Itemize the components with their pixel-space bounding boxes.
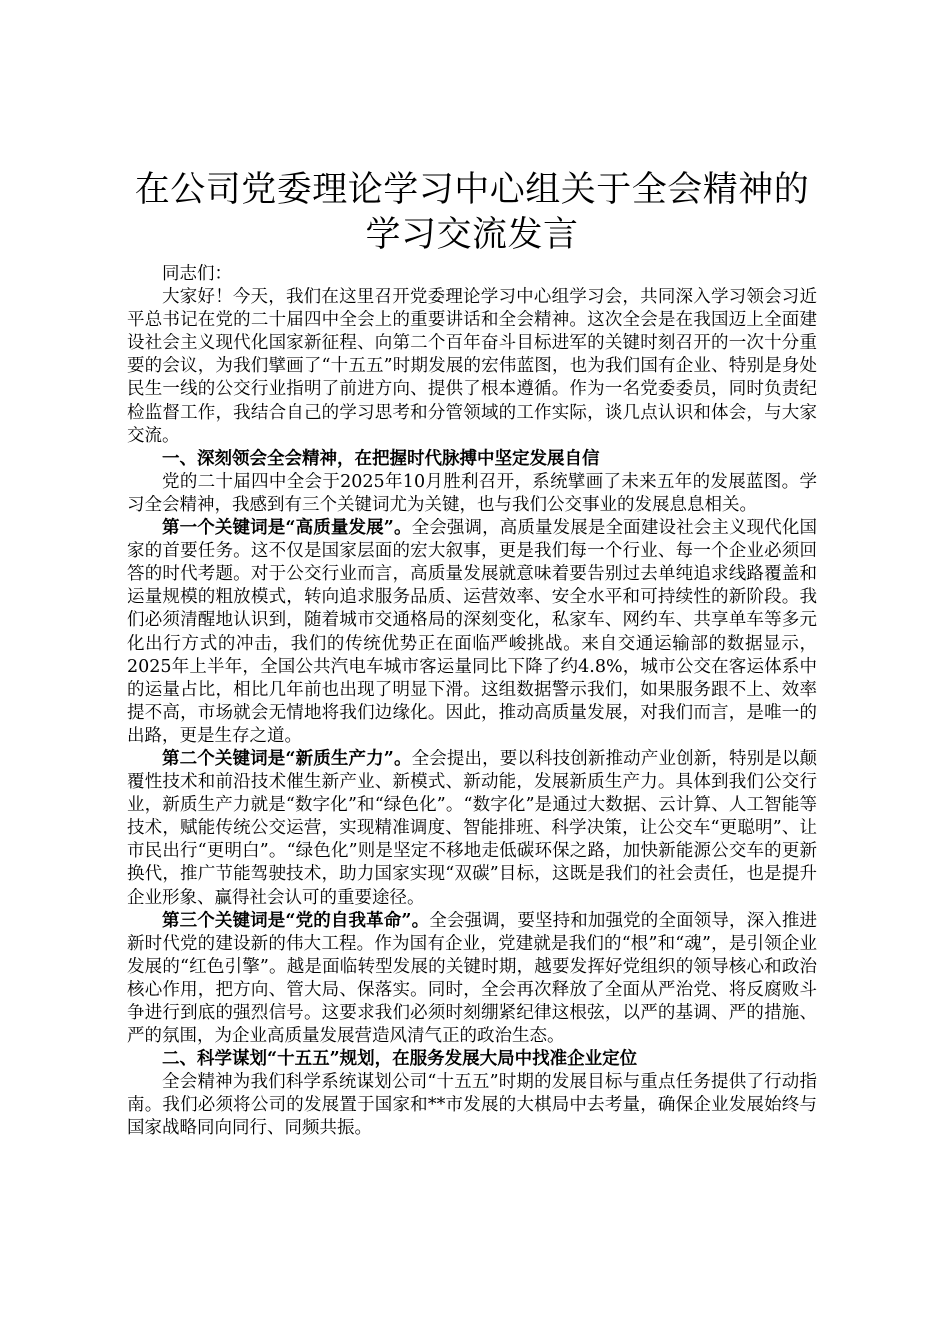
document-title: 在公司党委理论学习中心组关于全会精神的学习交流发言 — [134, 170, 810, 255]
keyword-3-lead: 第三个关键词是“党的自我革命”。 — [162, 910, 430, 931]
document-page — [127, 168, 817, 1141]
keyword-3-paragraph — [127, 910, 817, 1049]
keyword-1-lead: 第一个关键词是“高质量发展”。 — [162, 518, 412, 539]
document-body — [127, 263, 817, 1141]
intro-paragraph: 大家好！今天，我们在这里召开党委理论学习中心组学习会，共同深入学习领会习近平总书记在党的二十届四中全会上的重要讲话和全会精神。这次全会是在我国迈上全面建设社会主义现代化国家新征程、向第二个百年奋斗目标进军的关键时刻召开的一次十分重要的会议，为我们擘画了“十五五”时期发展的宏伟蓝图，也为我们国有企业、特别是身处民生一线的公交行业指明了前进方向、提供了根本遵循。作为一名党委委员，同时负责纪检监督工作，我结合自己的学习思考和分管领域的工作实际，谈几点认识和体会，与大家交流。 — [127, 287, 817, 446]
section-heading-2: 二、科学谋划“十五五”规划，在服务发展大局中找准企业定位 — [162, 1049, 638, 1070]
section-heading-1: 一、深刻领会全会精神，在把握时代脉搏中坚定发展自信 — [162, 448, 600, 469]
keyword-3-text: 全会强调，要坚持和加强党的全面领导，深入推进新时代党的建设新的伟大工程。作为国有企业，党建就是我们的“根”和“魂”，是引领企业发展的“红色引擎”。越是面临转型发展的关键时期，越要发挥好党组织的领导核心和政治核心作用，把方向、管大局、保落实。同时，全会再次释放了全面从严治党、将反腐败斗争进行到底的强烈信号。这要求我们必须时刻绷紧纪律这根弦，以严的基调、严的措施、严的氛围，为企业高质量发展营造风清气正的政治生态。 — [127, 910, 817, 1047]
salutation: 同志们： — [162, 264, 232, 284]
keyword-2-lead: 第二个关键词是“新质生产力”。 — [162, 748, 412, 769]
keyword-2-paragraph — [127, 748, 817, 910]
section-2-intro-paragraph: 全会精神为我们科学系统谋划公司“十五五”时期的发展目标与重点任务提供了行动指南。我们必须将公司的发展置于国家和**市发展的大棋局中去考量，确保企业发展始终与国家战略同向同行、同频共振。 — [127, 1072, 817, 1139]
keyword-2-text: 全会提出，要以科技创新推动产业创新，特别是以颠覆性技术和前沿技术催生新产业、新模式、新动能，发展新质生产力。具体到我们公交行业，新质生产力就是“数字化”和“绿色化”。“数字化”是通过大数据、云计算、人工智能等技术，赋能传统公交运营，实现精准调度、智能排班、科学决策，让公交车“更聪明”、让市民出行“更明白”。“绿色化”则是坚定不移地走低碳环保之路，加快新能源公交车的更新换代，推广节能驾驶技术，助力国家实现“双碳”目标，这既是我们的社会责任，也是提升企业形象、赢得社会认可的重要途径。 — [127, 748, 817, 908]
keyword-1-paragraph — [127, 517, 817, 748]
section-1-intro-paragraph: 党的二十届四中全会于2025年10月胜利召开，系统擘画了未来五年的发展蓝图。学习全会精神，我感到有三个关键词尤为关键，也与我们公交事业的发展息息相关。 — [127, 471, 817, 515]
keyword-1-text: 全会强调，高质量发展是全面建设社会主义现代化国家的首要任务。这不仅是国家层面的宏大叙事，更是我们每一个行业、每一个企业必须回答的时代考题。对于公交行业而言，高质量发展就意味着要告别过去单纯追求线路覆盖和运量规模的粗放模式，转向追求服务品质、运营效率、安全水平和可持续性的新阶段。我们必须清醒地认识到，随着城市交通格局的深刻变化，私家车、网约车、共享单车等多元化出行方式的冲击，我们的传统优势正在面临严峻挑战。来自交通运输部的数据显示，2025年上半年，全国公共汽电车城市客运量同比下降了约4.8%，城市公交在客运体系中的运量占比，相比几年前也出现了明显下滑。这组数据警示我们，如果服务跟不上、效率提不高，市场就会无情地将我们边缘化。因此，推动高质量发展，对我们而言，是唯一的出路，更是生存之道。 — [127, 518, 817, 746]
